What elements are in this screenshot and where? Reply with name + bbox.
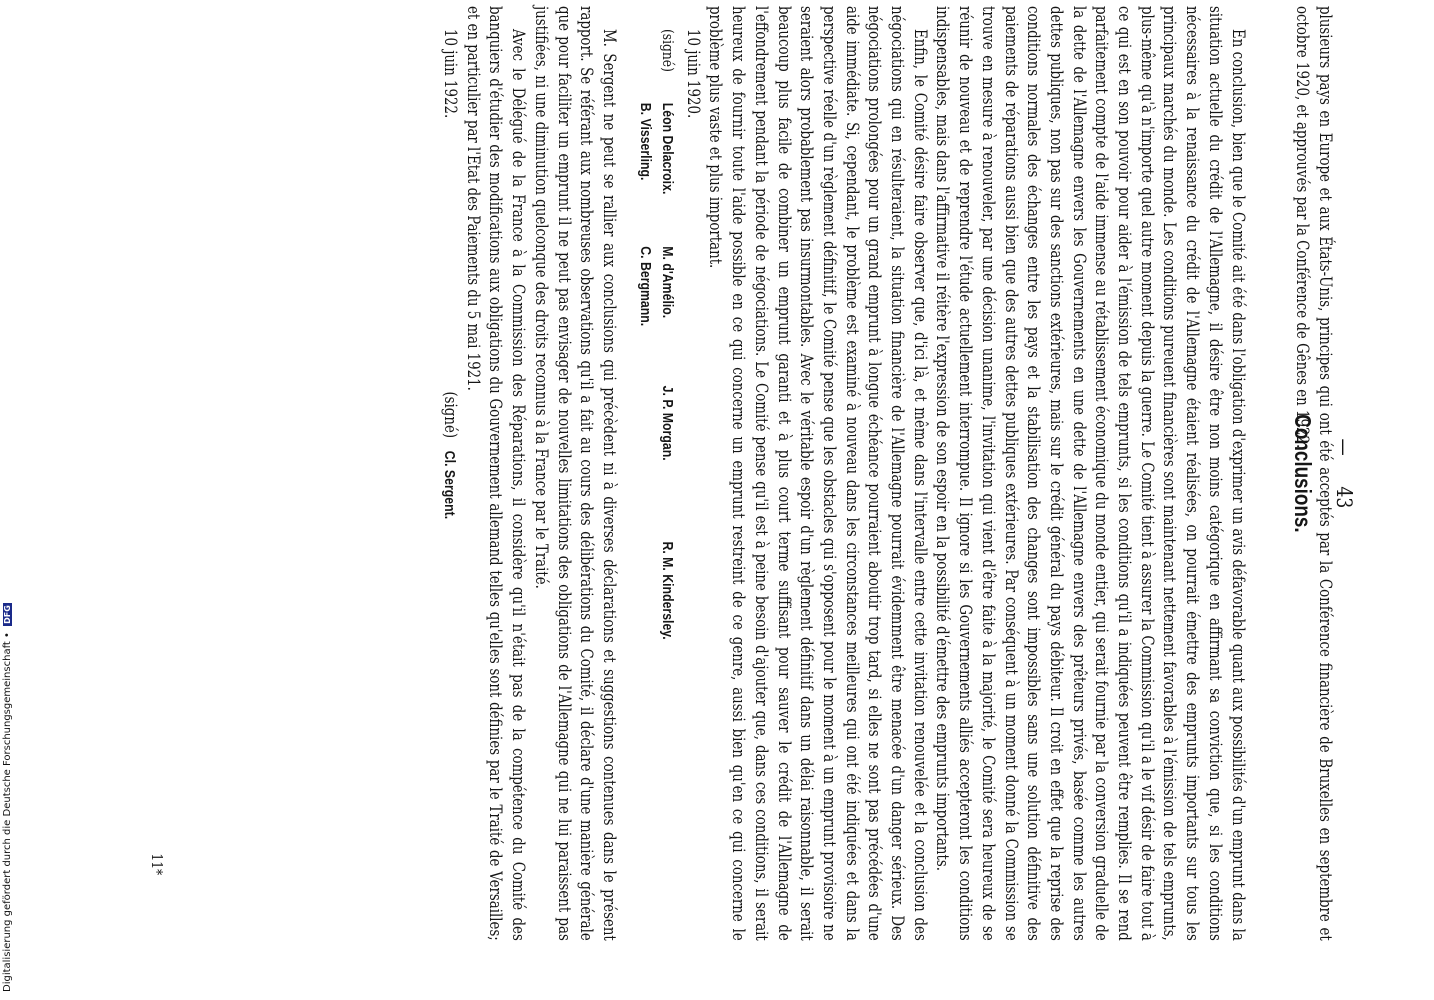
signature: B. Visserling.: [637, 102, 655, 181]
section-title: Conclusions.: [1290, 414, 1316, 533]
signature: C. Bergmann.: [637, 246, 655, 327]
signature: Cl. Sergent.: [441, 450, 459, 520]
digitization-credit: [2, 603, 13, 992]
paragraph: Avec le Délégué de la France à la Commission des Réparations, il considère qu'il n'était pas de la compétence du Comité des banquiers d'étudier des modifications aux obligations du Gouvernement allemand telles qu'elles sont définies par le Traité de Versailles; et en particulier par l'Etat des Paiements du 5 mai 1921.: [463, 6, 529, 941]
paragraph: plusieurs pays en Europe et aux États-Unis, principes qui ont été acceptés par la Conférence financière de Bruxelles en septembre et octobre 1920, et approuvés par la Conférence de Gênes en 1922.: [1293, 6, 1335, 941]
paragraph: En conclusion, bien que le Comité ait été dans l'obligation d'exprimer un avis défavorable quant aux possibilités d'un emprunt dans la situation actuelle du crédit de l'Allemagne, il désire être non moins catégorique en affirmant sa conviction que, si les conditions nécessaires à la renaissance du crédit de l'Allemagne étaient réalisées, on pourrait émettre des emprunts importants sur tous les principaux marchés du monde. Les conditions pureuent financières sont maintenant nettement favorables à l'émission de tels emprunts, plus-même qu'à n'importe quel autre moment depuis la guerre. Le Comité tient à assurer la Commission qu'il a le vif désir de faire tout à ce qui est en son pouvoir pour aider à l'émission de tels emprunts, si les conditions qu'il a indiquées peuvent être remplies. Il se rend parfaitement compte de l'aide immense au rétablissement économique du monde entier, qui serait fournie par la conversion graduelle de la dette de l'Allemagne envers les Gouvernements en une dette de l'Allemagne envers des prêteurs privés, basée comme les autres dettes publiques, non pas sur des sanctions extérieures, mais sur le crédit général du pays débiteur. Il croit en effet que la reprise des conditions normales des échanges entre les pays et la stabilisation des changes sont impossibles sans une solution définitive des paiements de réparations aussi bien que des autres dettes publiques extérieures. Par conséquent à un moment donné la Commission se trouve en mesure à renouveler, par une décision unanime, l'invitation qui vient d'être faite à la majorité, le Comité sera heureux de se réunir de nouveau et de reprendre l'étude actuellement interrompue. Il ignore si les Gouvernements alliés accepteront les conditions indispensables, mais dans l'affirmative il réitère l'expression de son espoir en la possibilité d'émettre des emprunts importants.: [933, 6, 1248, 941]
dfg-logo: DFG: [3, 605, 12, 624]
signature: R. M. Kindersley.: [659, 541, 677, 640]
page-reference: 11*: [148, 853, 166, 876]
signe-label: (signé): [441, 391, 461, 439]
digitization-sidebar: [0, 600, 22, 1000]
paragraph: Enfin, le Comité désire faire observer que, d'ici là, et même dans l'intervalle entre cette invitation renouvelée et la conclusion des négociations qui en résulteraient, la situation financière de l'Allemagne pourrait évidemment être menacée d'un danger sérieux. Des négociations prolongées pour un grand emprunt à longue échéance pourraient aboutir trop tard, si elles ne sont pas précédées d'une aide immédiate. Si, cependant, le problème est examiné à nouveau dans les circonstances meilleures qui ont été indiquées et dans la perspective réelle d'un règlement définitif, le Comité pense que les obstacles qui s'opposent pour le moment à un emprunt provisoire ne seraient alors probablement pas insurmontables. Avec le véritable espoir d'un règlement définitif dans un délai raisonnable, il serait beaucoup plus facile de combiner un emprunt garanti et à plus court terme suffisant pour sauver le crédit de l'Allemagne de l'effondrement pendant la période de négociations. Le Comité pense qu'il est à peine besoin d'ajouter que, dans ces conditions, il serait heureux de fournir toute l'aide possible en ce qui concerne un emprunt restreint de ce genre, aussi bien qu'en ce qui concerne le problème plus vaste et plus important.: [706, 6, 930, 941]
signature-block: [634, 6, 679, 941]
document-page: [140, 6, 1360, 941]
credit-text: Digitalisierung gefördert durch die Deutsche Forschungsgemeinschaft •: [2, 632, 13, 992]
signature: J. P. Morgan.: [659, 385, 677, 461]
date-line: 10 juin 1920.: [683, 28, 703, 119]
header-dash: —: [1332, 438, 1356, 456]
signature: Léon Delacroix.: [659, 102, 677, 195]
page-number: 43: [1332, 486, 1356, 509]
document-body: [437, 6, 1348, 941]
date-text: 10 juin 1922.: [441, 28, 461, 119]
paragraph: M. Sergent ne peut se rallier aux conclusions qui précèdent ni à diverses déclarations et suggestions contenues dans le présent rapport. Se référant aux nombreuses observations qu'il a fait au cours des délibérations du Comité, il déclare d'une manière générale que pour faciliter un emprunt il ne peut pas envisager de nouvelles limitations des obligations de l'Allemagne qui ne lui paraissent pas justifiées, ni une diminution quelconque des droits reconnus à la France par le Traité.: [531, 6, 620, 941]
final-signature: [437, 369, 461, 520]
signature: M. d'Amélio.: [659, 246, 677, 319]
date-line: [437, 6, 461, 941]
signe-label: (signé): [659, 28, 678, 72]
